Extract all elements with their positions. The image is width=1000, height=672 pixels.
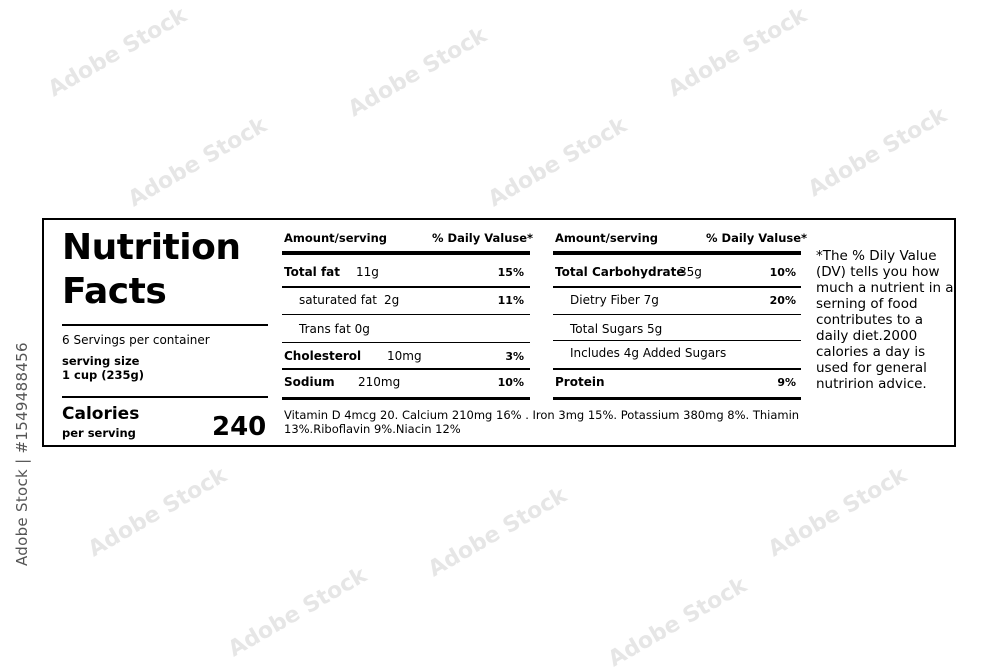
serving-size-label: serving size — [62, 354, 140, 368]
nutrient-amount: 11g — [356, 265, 379, 279]
watermark-text: Adobe Stock — [764, 462, 912, 563]
nutrient-name: Total Carbohydrate — [555, 265, 685, 279]
nutrient-name: Protein — [555, 375, 605, 389]
divider — [282, 314, 530, 315]
left-header-amount: Amount/serving — [284, 231, 388, 245]
watermark-text: Adobe Stock — [344, 22, 492, 123]
title-line-2: Facts — [62, 271, 167, 312]
thick-divider — [553, 397, 801, 400]
title-line-1: Nutrition — [62, 227, 241, 268]
nutrient-name: Includes 4g Added Sugars — [570, 346, 727, 360]
vitamins-text: Vitamin D 4mcg 20. Calcium 210mg 16% . Iron 3mg 15%. Potassium 380mg 8%. Thiamin 13%.Riboflavin 9%.Niacin 12% — [284, 408, 800, 436]
watermark-text: Adobe Stock — [124, 112, 272, 213]
calories-value: 240 — [212, 412, 267, 442]
nutrient-name: Cholesterol — [284, 349, 362, 363]
left-header-dv: % Daily Valuse* — [432, 231, 534, 245]
nutrient-amount: 210mg — [358, 375, 401, 389]
nutrient-name: Sodium — [284, 375, 335, 389]
divider — [553, 314, 801, 315]
divider — [553, 286, 801, 288]
right-header-dv: % Daily Valuse* — [706, 231, 808, 245]
serving-size-value: 1 cup (235g) — [62, 368, 144, 382]
nutrient-name: Total Sugars 5g — [570, 322, 663, 336]
stock-id: Adobe Stock | #1549488456 — [13, 342, 31, 566]
divider — [62, 324, 268, 326]
nutrient-name: Total fat — [284, 265, 341, 279]
divider — [553, 368, 801, 370]
nutrient-dv: 10% — [769, 266, 796, 279]
watermark-text: Adobe Stock — [84, 462, 232, 563]
nutrient-amount: 10mg — [387, 349, 422, 363]
divider — [553, 340, 801, 341]
nutrient-dv: 15% — [497, 266, 524, 279]
right-header-amount: Amount/serving — [555, 231, 659, 245]
nutrient-dv: 20% — [769, 294, 796, 307]
nutrient-name: Dietry Fiber 7g — [570, 293, 659, 307]
nutrient-dv: 9% — [777, 376, 796, 389]
watermark-text: Adobe Stock — [424, 482, 572, 583]
watermark-text: Adobe Stock — [604, 572, 752, 672]
divider — [282, 286, 530, 288]
watermark-text: Adobe Stock — [224, 562, 372, 663]
calories-label: Calories — [62, 404, 140, 424]
nutrient-amount: 35g — [679, 265, 702, 279]
thick-divider — [282, 397, 530, 400]
daily-value-footnote: *The % Dily Value (DV) tells you how much a nutrient in a serning of food contributes to a daily diet.2000 calories a day is used for general nutririon advice. — [816, 248, 954, 392]
watermark-text: Adobe Stock — [804, 102, 952, 203]
thick-divider — [553, 251, 801, 255]
nutrition-label — [42, 218, 956, 447]
divider — [282, 368, 530, 370]
nutrient-name: saturated fat — [299, 293, 378, 307]
servings-per-container: 6 Servings per container — [62, 333, 210, 347]
watermark-text: Adobe Stock — [484, 112, 632, 213]
thick-divider — [282, 251, 530, 255]
nutrient-amount: 2g — [384, 293, 400, 307]
watermark-text: Adobe Stock — [664, 2, 812, 103]
per-serving-label: per serving — [62, 426, 136, 440]
divider — [62, 396, 268, 398]
divider — [282, 342, 530, 343]
nutrient-dv: 11% — [497, 294, 524, 307]
nutrient-dv: 3% — [505, 350, 524, 363]
nutrient-dv: 10% — [497, 376, 524, 389]
watermark-text: Adobe Stock — [44, 2, 192, 103]
nutrient-name: Trans fat 0g — [299, 322, 370, 336]
